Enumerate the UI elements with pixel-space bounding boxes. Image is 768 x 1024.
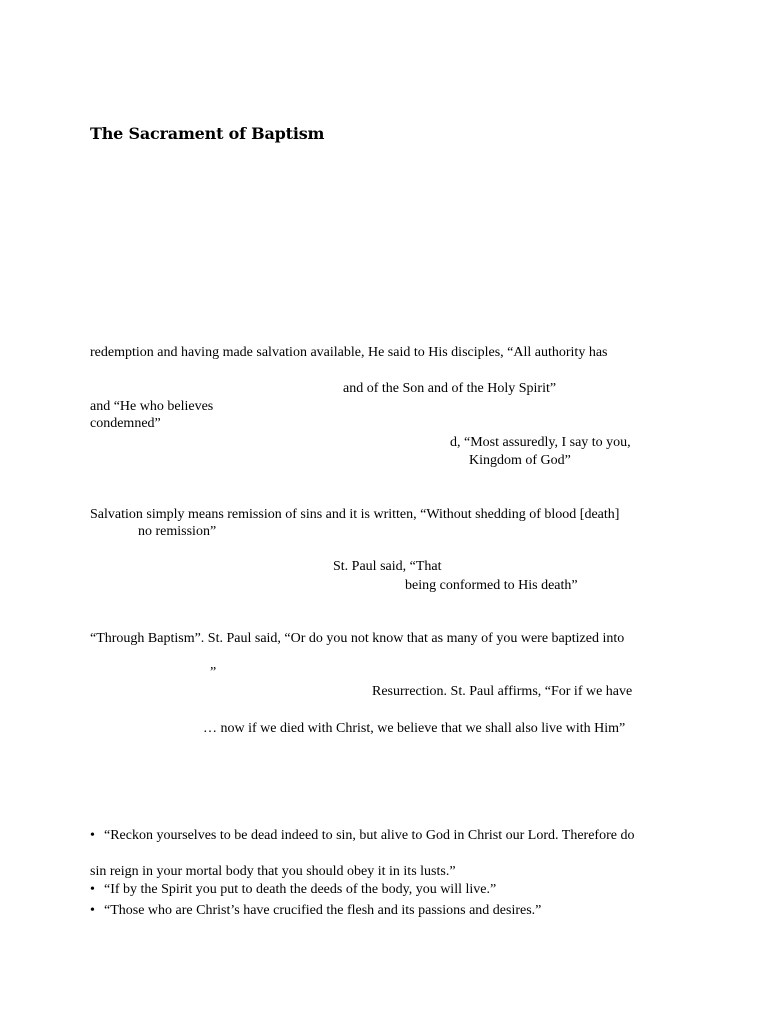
bullet-2-icon: • <box>90 882 95 897</box>
paragraph-1-line-1: redemption and having made salvation available, He said to His disciples, “All authority has <box>90 345 608 360</box>
paragraph-1-line-4: condemned” <box>90 416 161 431</box>
document-title: The Sacrament of Baptism <box>90 124 325 143</box>
bullet-2-text: “If by the Spirit you put to death the deeds of the body, you will live.” <box>104 882 497 897</box>
bullet-1-icon: • <box>90 828 95 843</box>
paragraph-3-line-3: Resurrection. St. Paul affirms, “For if we have <box>372 684 633 699</box>
bullet-3-icon: • <box>90 903 95 918</box>
paragraph-2-line-4: being conformed to His death” <box>405 578 578 593</box>
paragraph-2-line-2: no remission” <box>138 524 217 539</box>
paragraph-3-line-1: “Through Baptism”. St. Paul said, “Or do you not know that as many of you were baptized into <box>90 631 625 646</box>
bullet-3-text: “Those who are Christ’s have crucified the flesh and its passions and desires.” <box>104 903 542 918</box>
paragraph-1-line-5: d, “Most assuredly, I say to you, <box>450 435 631 450</box>
paragraph-3-line-4: … now if we died with Christ, we believe that we shall also live with Him” <box>203 721 626 736</box>
paragraph-3-line-2: ” <box>210 665 217 680</box>
paragraph-1-line-2: and of the Son and of the Holy Spirit” <box>343 381 557 396</box>
paragraph-1-line-3: and “He who believes <box>90 399 214 414</box>
paragraph-2-line-3: St. Paul said, “That <box>333 559 442 574</box>
bullet-1-line-2: sin reign in your mortal body that you should obey it in its lusts.” <box>90 864 456 879</box>
paragraph-2-line-1: Salvation simply means remission of sins and it is written, “Without shedding of blood [death] <box>90 507 620 522</box>
bullet-1-line-1: “Reckon yourselves to be dead indeed to sin, but alive to God in Christ our Lord. Therefore do <box>104 828 635 843</box>
paragraph-1-line-6: Kingdom of God” <box>469 453 571 468</box>
